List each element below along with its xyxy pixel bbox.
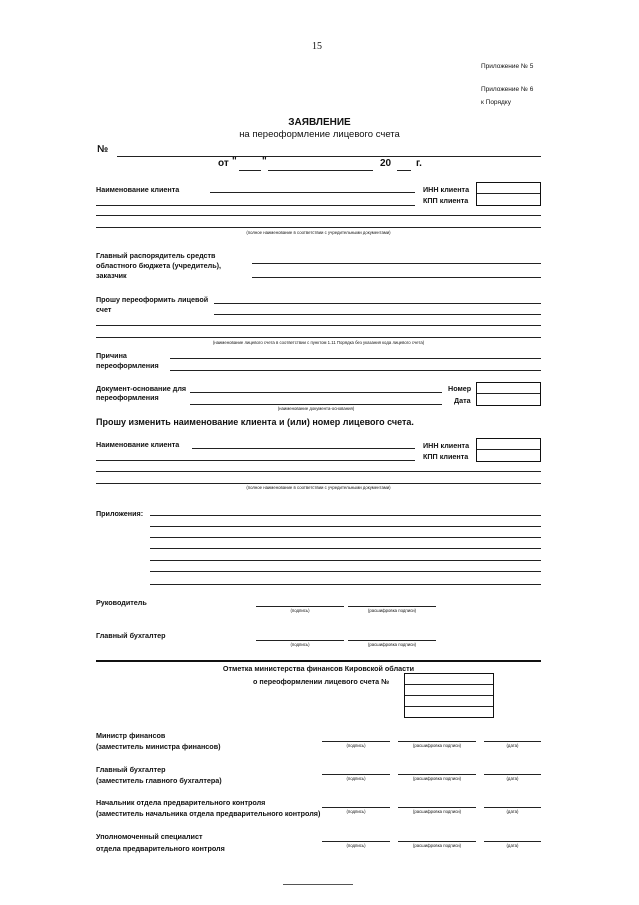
manager-label-1: Главный распорядитель средств (96, 251, 216, 260)
change-name-field-4[interactable] (96, 483, 541, 484)
document-title: ЗАЯВЛЕНИЕ (288, 117, 351, 128)
head-signature-line[interactable] (256, 606, 344, 607)
approval-2-signature-caption: (подпись) (346, 776, 366, 781)
reason-label-2: переоформления (96, 361, 159, 370)
year-suffix: г. (416, 158, 422, 169)
date-month-field[interactable] (268, 170, 373, 171)
document-subtitle: на переоформление лицевого счета (239, 129, 400, 140)
client-name-field[interactable] (210, 192, 415, 193)
reissue-caption: (наименование лицевого счета в соответствии с пунктом 1.11 Порядка без указания кода лицевого счета) (212, 340, 425, 345)
approval-3-decoding-caption: (расшифровка подписи) (412, 809, 462, 814)
reissue-label-2: счет (96, 305, 112, 314)
ministry-box-divider-3 (405, 706, 493, 707)
page-number: 15 (312, 41, 322, 52)
date-year-field[interactable] (397, 170, 411, 171)
chief-decoding-line[interactable] (348, 640, 436, 641)
approval-3-decoding-line[interactable] (398, 807, 476, 808)
change-name-label: Наименование клиента (96, 440, 180, 449)
attachments-line-3[interactable] (150, 537, 541, 538)
approval-3-date-caption: (дата) (506, 809, 519, 814)
approval-3-date-line[interactable] (484, 807, 541, 808)
quote-open: " (232, 156, 237, 167)
basis-field-1[interactable] (190, 392, 442, 393)
basis-box-divider (477, 393, 540, 394)
reissue-label-1: Прошу переоформить лицевой (96, 295, 209, 304)
chief-signature-caption: (подпись) (290, 642, 310, 647)
change-inn-kpp-divider (477, 449, 540, 450)
reissue-field-3[interactable] (96, 325, 541, 326)
approval-1-date-caption: (дата) (506, 743, 519, 748)
approval-row-4-line-2: отдела предварительного контроля (96, 844, 225, 853)
head-decoding-caption: (расшифровка подписи) (367, 608, 417, 613)
approval-1-decoding-line[interactable] (398, 741, 476, 742)
head-decoding-line[interactable] (348, 606, 436, 607)
reissue-field-4[interactable] (96, 337, 541, 338)
ministry-mark-heading: Отметка министерства финансов Кировской области (222, 664, 415, 673)
approval-4-signature-caption: (подпись) (346, 843, 366, 848)
chief-accountant-label: Главный бухгалтер (96, 631, 166, 640)
client-kpp-label: КПП клиента (423, 196, 469, 205)
chief-signature-line[interactable] (256, 640, 344, 641)
approval-4-date-caption: (дата) (506, 843, 519, 848)
change-name-field-3[interactable] (96, 471, 541, 472)
section-separator (96, 660, 541, 662)
approval-row-3-line-2: (заместитель начальника отдела предварительного контроля) (96, 809, 321, 818)
reissue-field-2[interactable] (214, 314, 541, 315)
appendix-line-1: Приложение № 5 (481, 63, 534, 70)
approval-2-decoding-line[interactable] (398, 774, 476, 775)
approval-row-1-line-2: (заместитель министра финансов) (96, 742, 221, 751)
approval-row-4-line-1: Уполномоченный специалист (96, 832, 203, 841)
attachments-line-6[interactable] (150, 571, 541, 572)
basis-number-date-box (476, 382, 541, 406)
ministry-mark-subheading: о переоформлении лицевого счета № (253, 677, 390, 686)
manager-label-3: заказчик (96, 271, 127, 280)
basis-number-label: Номер (448, 384, 472, 393)
client-name-label: Наименование клиента (96, 185, 180, 194)
basis-label-1: Документ-основание для (96, 384, 187, 393)
change-kpp-label: КПП клиента (423, 452, 469, 461)
approval-2-decoding-caption: (расшифровка подписи) (412, 776, 462, 781)
change-name-field-2[interactable] (96, 460, 415, 461)
ministry-box-divider-2 (405, 695, 493, 696)
change-inn-kpp-box (476, 438, 541, 462)
attachments-line-4[interactable] (150, 548, 541, 549)
date-from-label: от (218, 158, 229, 169)
approval-1-date-line[interactable] (484, 741, 541, 742)
client-name-field-4[interactable] (96, 227, 541, 228)
attachments-line-2[interactable] (150, 526, 541, 527)
approval-4-signature-line[interactable] (322, 841, 390, 842)
change-request-heading: Прошу изменить наименование клиента и (или) номер лицевого счета. (96, 417, 414, 427)
approval-row-2-line-1: Главный бухгалтер (96, 765, 166, 774)
client-caption: (полное наименование в соответствии с учредительными документами) (246, 230, 391, 235)
manager-label-2: областного бюджета (учредитель), (96, 261, 222, 270)
ministry-box-divider-1 (405, 684, 493, 685)
appendix-line-3: к Порядку (481, 99, 511, 106)
approval-4-decoding-caption: (расшифровка подписи) (412, 843, 462, 848)
basis-caption: (наименование документа-основания) (277, 406, 355, 411)
approval-1-signature-caption: (подпись) (346, 743, 366, 748)
manager-field-1[interactable] (252, 263, 541, 264)
manager-field-2[interactable] (252, 277, 541, 278)
appendix-line-2: Приложение № 6 (481, 86, 534, 93)
change-caption: (полное наименование в соответствии с учредительными документами) (246, 485, 391, 490)
attachments-label: Приложения: (96, 509, 144, 518)
approval-row-2-line-2: (заместитель главного бухгалтера) (96, 776, 222, 785)
head-label: Руководитель (96, 598, 147, 607)
basis-date-label: Дата (454, 396, 471, 405)
approval-row-3-line-1: Начальник отдела предварительного контроля (96, 798, 266, 807)
approval-3-signature-line[interactable] (322, 807, 390, 808)
basis-label-2: переоформления (96, 393, 159, 402)
approval-3-signature-caption: (подпись) (346, 809, 366, 814)
reissue-field-1[interactable] (214, 303, 541, 304)
client-name-field-3[interactable] (96, 215, 541, 216)
head-signature-caption: (подпись) (290, 608, 310, 613)
change-inn-label: ИНН клиента (423, 441, 470, 450)
quote-close: " (262, 156, 267, 167)
attachments-line-5[interactable] (150, 560, 541, 561)
basis-field-2[interactable] (190, 404, 442, 405)
approval-4-date-line[interactable] (484, 841, 541, 842)
approval-4-decoding-line[interactable] (398, 841, 476, 842)
approval-2-date-caption: (дата) (506, 776, 519, 781)
reason-field-2[interactable] (170, 370, 541, 371)
year-prefix: 20 (380, 158, 392, 169)
approval-2-signature-line[interactable] (322, 774, 390, 775)
reason-label-1: Причина (96, 351, 127, 360)
client-inn-label: ИНН клиента (423, 185, 470, 194)
approval-1-signature-line[interactable] (322, 741, 390, 742)
approval-row-1-line-1: Министр финансов (96, 731, 166, 740)
change-name-field[interactable] (192, 448, 415, 449)
attachments-line-1[interactable] (150, 515, 541, 516)
number-sign: № (97, 144, 109, 155)
number-field[interactable] (117, 156, 541, 157)
client-inn-kpp-divider (477, 193, 540, 194)
client-name-field-2[interactable] (96, 205, 415, 206)
reason-field-1[interactable] (170, 358, 541, 359)
date-day-field[interactable] (239, 170, 261, 171)
approval-2-date-line[interactable] (484, 774, 541, 775)
client-inn-kpp-box (476, 182, 541, 206)
attachments-line-7[interactable] (150, 584, 541, 585)
chief-decoding-caption: (расшифровка подписи) (367, 642, 417, 647)
footer-rule (283, 884, 353, 885)
approval-1-decoding-caption: (расшифровка подписи) (412, 743, 462, 748)
